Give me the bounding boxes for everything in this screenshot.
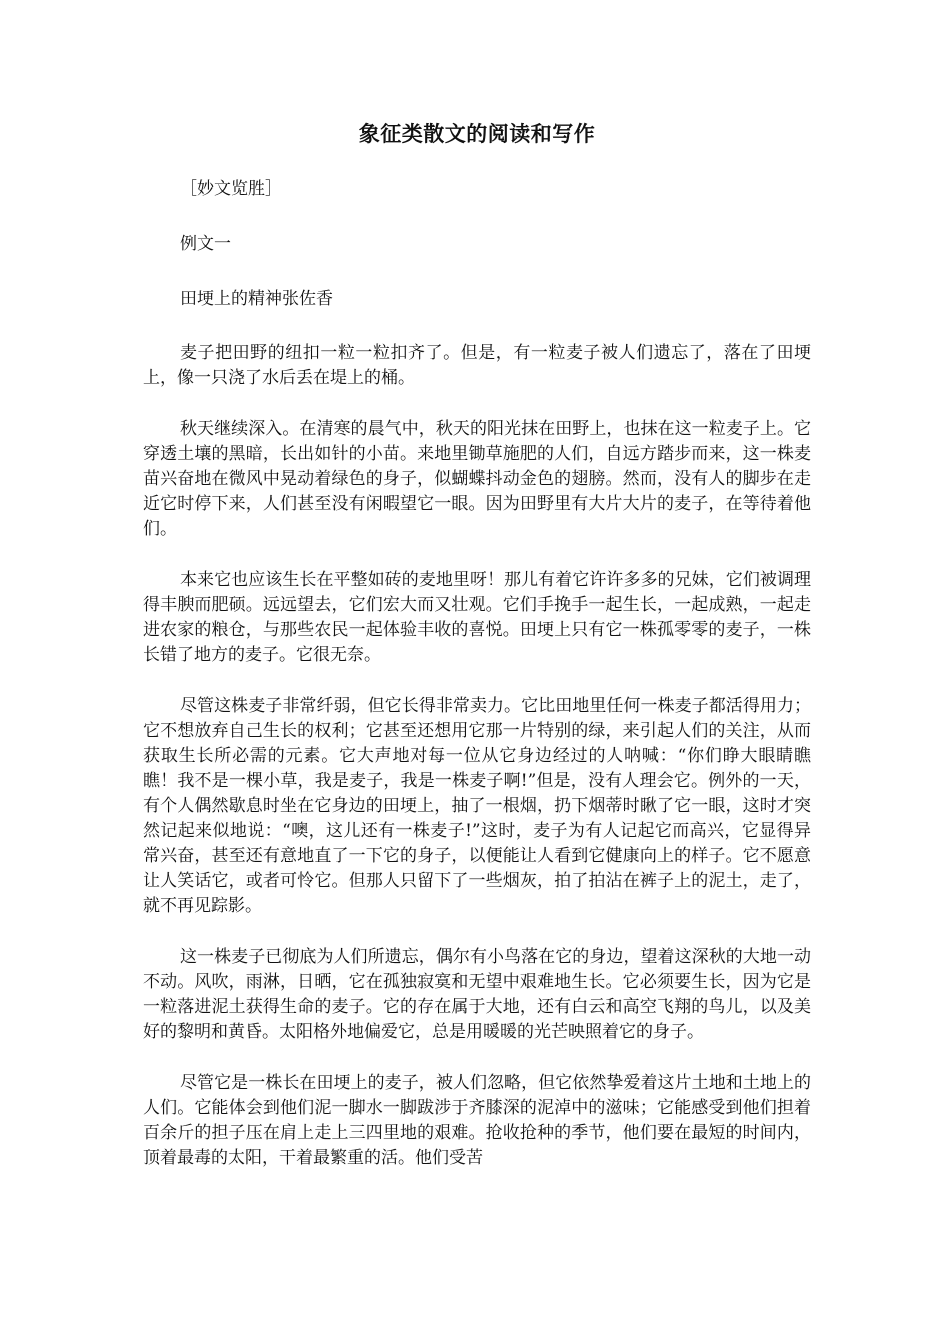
paragraph: 秋天继续深入。在清寒的晨气中，秋天的阳光抹在田野上，也抹在这一粒麦子上。它穿透土壤的黑暗，长出如针的小苗。来地里锄草施肥的人们，自远方踏步而来，这一株麦苗兴奋地在微风中晃动着绿色的身子，似蝴蝶抖动金色的翅膀。然而，没有人的脚步在走近它时停下来，人们甚至没有闲暇望它一眼。因为田野里有大片大片的麦子，在等待着他们。	[143, 419, 811, 539]
paragraph: 麦子把田野的纽扣一粒一粒扣齐了。但是，有一粒麦子被人们遗忘了，落在了田埂上，像一只浇了水后丢在堤上的桶。	[143, 343, 811, 388]
document-title: 象征类散文的阅读和写作	[358, 121, 596, 146]
paragraph: 尽管这株麦子非常纤弱，但它长得非常卖力。它比田地里任何一株麦子都活得用力；它不想放弃自己生长的权利；它甚至还想用它那一片特别的绿，来引起人们的关注，从而获取生长所必需的元素。它大声地对每一位从它身边经过的人呐喊：“你们睁大眼睛瞧瞧！我不是一棵小草，我是麦子，我是一株麦子啊!”但是，没有人理会它。例外的一天，有个人偶然歇息时坐在它身边的田埂上，抽了一根烟，扔下烟蒂时瞅了它一眼，这时才突然记起来似地说：“噢，这儿还有一株麦子!”这时，麦子为有人记起它而高兴，它显得异常兴奋，甚至还有意地直了一下它的身子，以便能让人看到它健康向上的样子。它不愿意让人笑话它，或者可怜它。但那人只留下了一些烟灰，拍了拍沾在裤子上的泥土，走了，就不再见踪影。	[143, 696, 811, 916]
document-page	[143, 118, 811, 1197]
paragraph: 尽管它是一株长在田埂上的麦子，被人们忽略，但它依然挚爱着这片土地和土地上的人们。它能体会到他们泥一脚水一脚跋涉于齐膝深的泥淖中的滋味；它能感受到他们担着百余斤的担子压在肩上走上三四里地的艰难。抢收抢种的季节，他们要在最短的时间内，顶着最毒的太阳，干着最繁重的活。他们受苦	[143, 1073, 811, 1168]
paragraph: 本来它也应该生长在平整如砖的麦地里呀！那儿有着它许许多多的兄妹，它们被调理得丰腴而肥硕。远远望去，它们宏大而又壮观。它们手挽手一起生长，一起成熟，一起走进农家的粮仓，与那些农民一起体验丰收的喜悦。田埂上只有它一株孤零零的麦子，一株长错了地方的麦子。它很无奈。	[143, 570, 811, 665]
paragraph: 这一株麦子已彻底为人们所遗忘，偶尔有小鸟落在它的身边，望着这深秋的大地一动不动。风吹，雨淋，日晒，它在孤独寂寞和无望中艰难地生长。它必须要生长，因为它是一粒落进泥土获得生命的麦子。它的存在属于大地，还有白云和高空飞翔的鸟儿，以及美好的黎明和黄昏。太阳格外地偏爱它，总是用暖暖的光芒映照着它的身子。	[143, 947, 811, 1042]
example-label: 例文一	[180, 234, 231, 254]
section-heading: ［妙文览胜］	[180, 179, 282, 199]
article-title-author: 田埂上的精神张佐香	[180, 289, 333, 309]
